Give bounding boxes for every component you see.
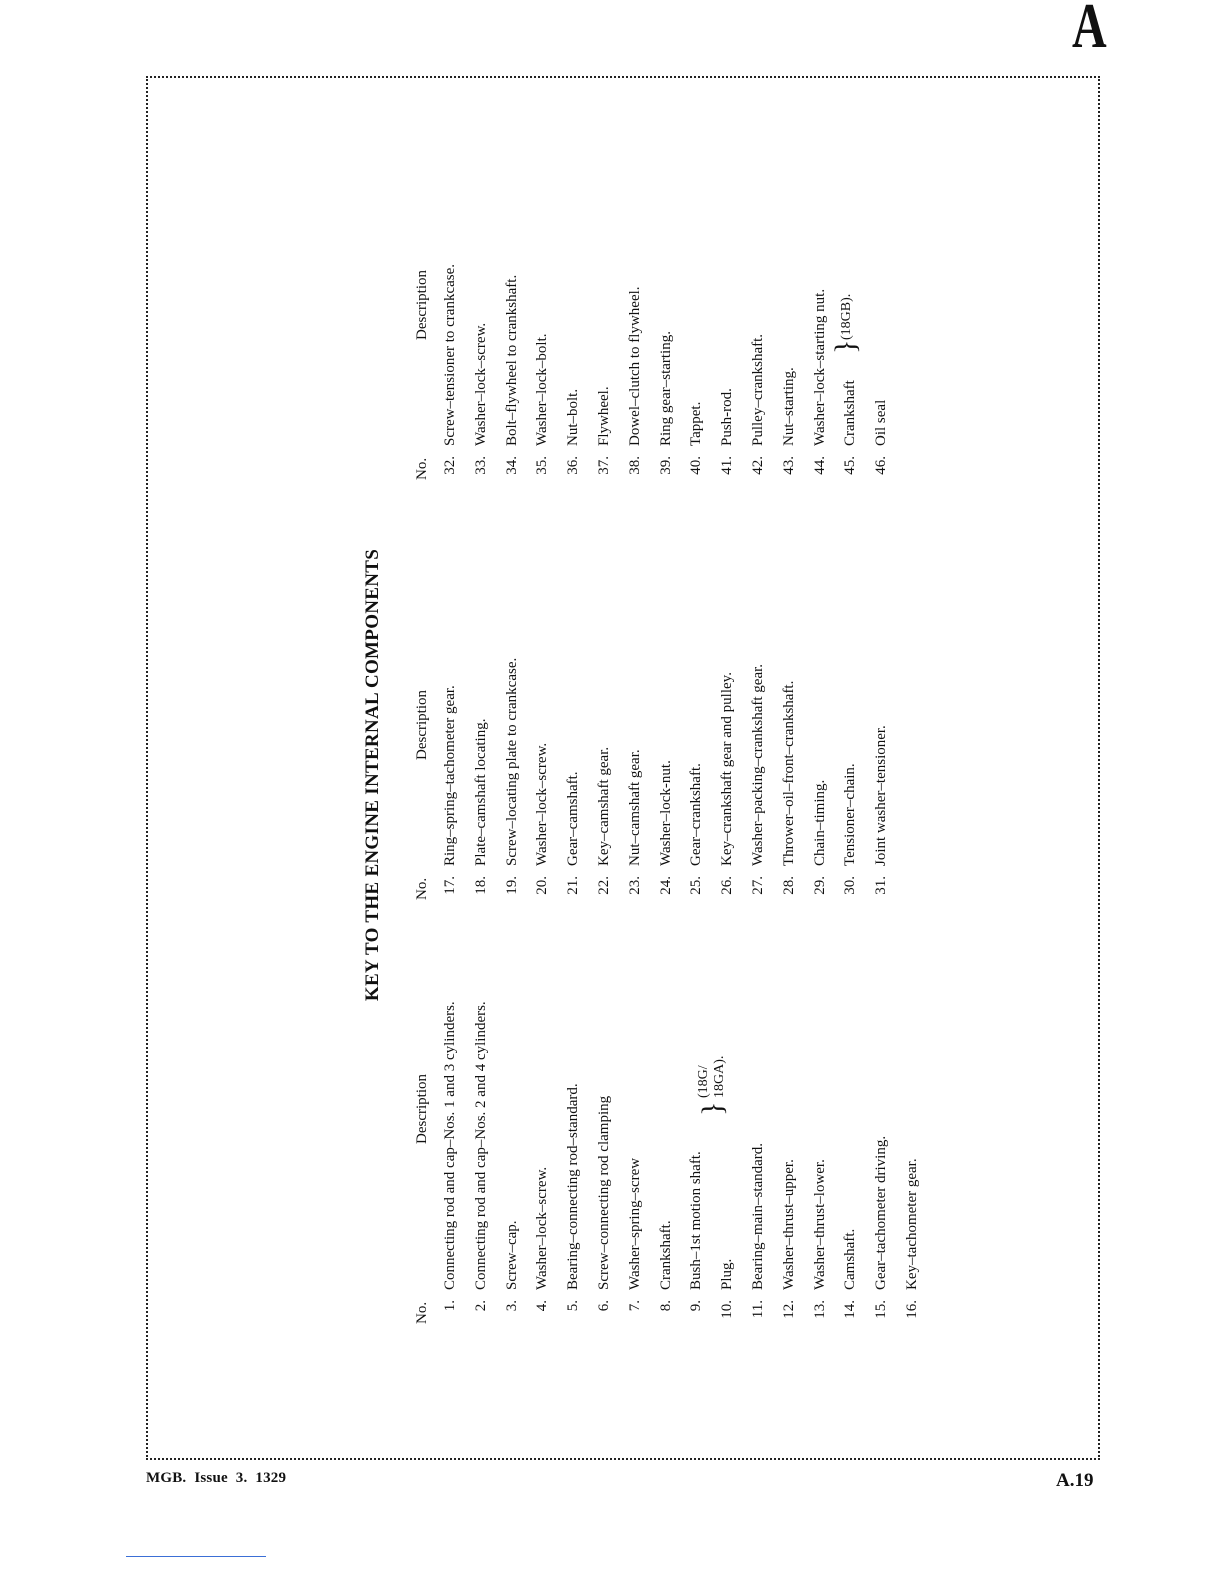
- item-description: Screw–connecting rod clamping: [595, 1095, 612, 1290]
- footer-issue: MGB. Issue 3. 1329: [146, 1470, 287, 1486]
- key-row: [873, 560, 904, 900]
- header-no: No.: [414, 877, 430, 900]
- key-row: [719, 210, 750, 480]
- section-letter: A: [1072, 0, 1107, 61]
- key-row: [534, 944, 565, 1324]
- item-number: 18.: [472, 876, 489, 895]
- key-row: [442, 944, 473, 1324]
- key-row: [534, 210, 565, 480]
- item-description: Joint washer–tensioner.: [873, 725, 890, 866]
- item-number: 41.: [719, 456, 736, 475]
- item-number: 23.: [626, 876, 643, 895]
- item-description: Nut–camshaft gear.: [626, 749, 643, 866]
- item-number: 33.: [472, 456, 489, 475]
- item-number: 12.: [780, 1300, 797, 1319]
- item-description: Gear–camshaft.: [565, 771, 582, 866]
- key-row: [688, 210, 719, 480]
- item-number: 14.: [842, 1300, 859, 1319]
- item-description: Tensioner–chain.: [842, 763, 859, 866]
- footer-page-number: A.19: [1056, 1470, 1094, 1491]
- item-description: Screw–locating plate to crankcase.: [503, 657, 520, 866]
- key-row: [596, 944, 627, 1324]
- header-description: Description: [414, 270, 430, 340]
- key-row: [688, 944, 719, 1324]
- key-row: [719, 944, 750, 1324]
- item-number: 6.: [595, 1300, 612, 1312]
- item-description: Washer–lock–screw.: [472, 322, 489, 446]
- key-column-1: No. Description 1. Connecting rod and cap–Nos. 1 and 3 cylinders. 2. Connecting rod and cap–Nos. 2 and 4 cylinders. 3. Screw–cap. 4. Washer–lock–screw. 5. Bearing–connecting rod–standard. 6. Screw–connecting rod clamping 7. Washer–spring–screw 8. Crankshaft. 9. Bush–1st motion shaft. 10. Plug. 11. Bearing–main–standard. 12. Washer–thrust–upper. 13. Washer–thrust–lower. 14. Camshaft. 15. Gear–tachometer driving. 16. Key–tachometer gear. } (18G/ 18GA).: [414, 944, 935, 1324]
- item-description: Washer–spring–screw: [626, 1157, 643, 1290]
- key-row: [658, 944, 689, 1324]
- item-number: 44.: [811, 456, 828, 475]
- header-description: Description: [414, 1074, 430, 1144]
- column-header: [414, 560, 442, 900]
- item-description: Tappet.: [688, 401, 705, 446]
- item-number: 40.: [688, 456, 705, 475]
- item-description: Washer–lock–screw.: [534, 1166, 551, 1290]
- page-title: KEY TO THE ENGINE INTERNAL COMPONENTS: [362, 548, 383, 1002]
- item-number: 42.: [749, 456, 766, 475]
- item-number: 20.: [534, 876, 551, 895]
- item-number: 22.: [595, 876, 612, 895]
- item-description: Nut–bolt.: [565, 388, 582, 446]
- key-column-3: No. Description 32. Screw–tensioner to crankcase. 33. Washer–lock–screw. 34. Bolt–flywheel to crankshaft. 35. Washer–lock–bolt. 36. Nut–bolt. 37. Flywheel. 38. Dowel–clutch to flywheel. 39. Ring gear–starting. 40. Tappet. 41. Push-rod. 42. Pulley–crankshaft. 43. Nut–starting. 44. Washer–lock–starting nut. 45. Crankshaft 46. Oil seal } (18GB).: [414, 210, 904, 480]
- item-number: 16.: [903, 1300, 920, 1319]
- item-description: Push-rod.: [719, 388, 736, 446]
- item-description: Washer–lock–starting nut.: [811, 288, 828, 446]
- key-row: [473, 944, 504, 1324]
- item-description: Connecting rod and cap–Nos. 2 and 4 cylinders.: [472, 1001, 489, 1290]
- item-number: 9.: [688, 1300, 705, 1312]
- item-number: 39.: [657, 456, 674, 475]
- header-no: No.: [414, 1301, 430, 1324]
- item-description: Washer–thrust–lower.: [811, 1159, 828, 1290]
- item-number: 29.: [811, 876, 828, 895]
- item-number: 25.: [688, 876, 705, 895]
- item-number: 38.: [626, 456, 643, 475]
- item-description: Screw–tensioner to crankcase.: [442, 263, 458, 446]
- item-description: Chain–timing.: [811, 779, 828, 866]
- item-description: Bolt–flywheel to crankshaft.: [503, 274, 520, 446]
- key-row: [842, 560, 873, 900]
- key-row: [627, 210, 658, 480]
- item-number: 28.: [780, 876, 797, 895]
- item-description: Gear–crankshaft.: [688, 763, 705, 866]
- item-number: 24.: [657, 876, 674, 895]
- item-description: Dowel–clutch to flywheel.: [626, 286, 643, 446]
- key-row: [442, 560, 473, 900]
- item-description: Washer–packing–crankshaft gear.: [749, 663, 766, 866]
- key-row: [596, 560, 627, 900]
- item-description: Connecting rod and cap–Nos. 1 and 3 cylinders.: [442, 1001, 458, 1290]
- item-description: Washer–lock–screw.: [534, 742, 551, 866]
- item-number: 13.: [811, 1300, 828, 1319]
- item-number: 10.: [719, 1300, 736, 1319]
- key-row: [658, 210, 689, 480]
- key-row: [504, 944, 535, 1324]
- item-description: Bush–1st motion shaft.: [688, 1151, 705, 1290]
- item-number: 36.: [565, 456, 582, 475]
- item-number: 37.: [595, 456, 612, 475]
- item-number: 19.: [503, 876, 520, 895]
- item-number: 26.: [719, 876, 736, 895]
- item-number: 7.: [626, 1300, 643, 1312]
- item-description: Crankshaft.: [657, 1220, 674, 1290]
- item-number: 15.: [873, 1300, 890, 1319]
- item-description: Gear–tachometer driving.: [873, 1135, 890, 1290]
- item-description: Key–crankshaft gear and pulley.: [719, 672, 736, 866]
- key-row: [658, 560, 689, 900]
- key-row: [750, 944, 781, 1324]
- key-row: [565, 210, 596, 480]
- key-row: [904, 944, 935, 1324]
- item-description: Thrower–oil–front–crankshaft.: [780, 680, 797, 866]
- item-number: 43.: [780, 456, 797, 475]
- key-column-2: [414, 560, 904, 900]
- column-header: [414, 210, 442, 480]
- key-row: [750, 210, 781, 480]
- item-number: 30.: [842, 876, 859, 895]
- header-no: No.: [414, 457, 430, 480]
- item-number: 35.: [534, 456, 551, 475]
- item-description: Crankshaft: [842, 380, 859, 446]
- key-row: [473, 210, 504, 480]
- key-row: [750, 560, 781, 900]
- item-number: 1.: [442, 1300, 458, 1312]
- key-row: [688, 560, 719, 900]
- key-row: [627, 944, 658, 1324]
- item-description: Pulley–crankshaft.: [749, 333, 766, 446]
- header-description: Description: [414, 690, 430, 760]
- item-number: 34.: [503, 456, 520, 475]
- item-number: 17.: [442, 876, 458, 895]
- item-number: 32.: [442, 456, 458, 475]
- key-row: [473, 560, 504, 900]
- key-row: [565, 944, 596, 1324]
- item-description: Washer–thrust–upper.: [780, 1159, 797, 1290]
- item-number: 31.: [873, 876, 890, 895]
- item-description: Key–camshaft gear.: [595, 746, 612, 866]
- item-description: Key–tachometer gear.: [903, 1158, 920, 1290]
- key-row: [442, 210, 473, 480]
- key-row: [812, 944, 843, 1324]
- item-description: Washer–lock-nut.: [657, 760, 674, 866]
- item-description: Ring–spring–tachometer gear.: [442, 685, 458, 866]
- item-description: Screw–cap.: [503, 1220, 520, 1290]
- key-row: [504, 210, 535, 480]
- item-description: Ring gear–starting.: [657, 331, 674, 446]
- item-number: 11.: [749, 1300, 766, 1319]
- item-number: 4.: [534, 1300, 551, 1312]
- item-number: 21.: [565, 876, 582, 895]
- item-description: Oil seal: [873, 399, 890, 446]
- item-description: Camshaft.: [842, 1228, 859, 1290]
- rotated-key-table: [362, 210, 922, 1340]
- key-row: [781, 210, 812, 480]
- item-number: 5.: [565, 1300, 582, 1312]
- key-row: [781, 944, 812, 1324]
- key-row: [842, 944, 873, 1324]
- key-row: [534, 560, 565, 900]
- key-row: [596, 210, 627, 480]
- item-number: 2.: [472, 1300, 489, 1312]
- item-description: Plug.: [719, 1258, 736, 1290]
- item-description: Bearing–connecting rod–standard.: [565, 1083, 582, 1290]
- item-number: 27.: [749, 876, 766, 895]
- stray-mark: [126, 1556, 266, 1557]
- item-number: 46.: [873, 456, 890, 475]
- item-description: Flywheel.: [595, 386, 612, 446]
- key-row: [873, 944, 904, 1324]
- item-description: Bearing–main–standard.: [749, 1142, 766, 1290]
- key-row: [873, 210, 904, 480]
- item-description: Plate–camshaft locating.: [472, 718, 489, 866]
- item-description: Washer–lock–bolt.: [534, 333, 551, 446]
- key-row: [504, 560, 535, 900]
- key-row: [812, 560, 843, 900]
- item-number: 45.: [842, 456, 859, 475]
- column-header: [414, 944, 442, 1324]
- key-row: [627, 560, 658, 900]
- key-row: [565, 560, 596, 900]
- item-number: 3.: [503, 1300, 520, 1312]
- item-description: Nut–starting.: [780, 367, 797, 446]
- key-row: [781, 560, 812, 900]
- key-row: [719, 560, 750, 900]
- item-number: 8.: [657, 1300, 674, 1312]
